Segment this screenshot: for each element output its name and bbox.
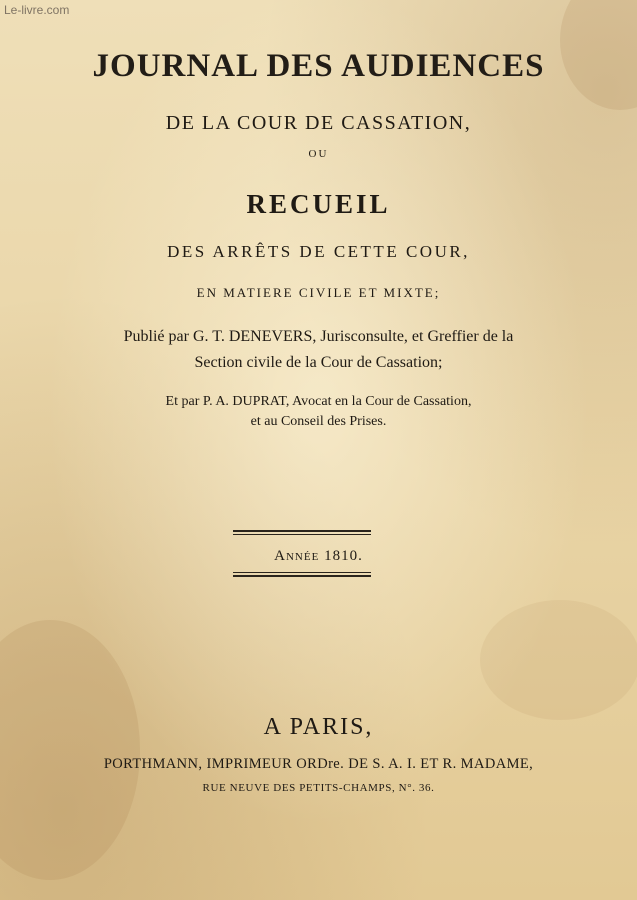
top-rule-thin [233,534,371,535]
subject-line: EN MATIERE CIVILE ET MIXTE; [196,285,441,300]
book-title: JOURNAL DES AUDIENCES [92,48,545,84]
alt-subtitle: DES ARRÊTS DE CETTE COUR, [167,242,470,261]
bottom-rule-thin [233,572,371,573]
bottom-rule [233,575,371,577]
paper-stain [0,620,140,880]
watermark: Le-livre.com [4,3,70,17]
book-subtitle: DE LA COUR DE CASSATION, [165,112,472,134]
imprint-printer: PORTHMANN, IMPRIMEUR ORDre. DE S. A. I. ET R. MADAME, [103,756,534,772]
coauthor-line: Et par P. A. DUPRAT, Avocat en la Cour de Cassation, [165,394,472,409]
top-rule [233,530,371,532]
publisher-line: Publié par G. T. DENEVERS, Jurisconsulte, et Greffier de la [123,328,514,345]
imprint-address: RUE NEUVE DES PETITS-CHAMPS, N°. 36. [202,782,435,794]
conjunction: OU [308,148,329,160]
imprint-city: A PARIS, [263,714,374,740]
publisher-line-2: Section civile de la Cour de Cassation; [194,354,443,371]
coauthor-line-2: et au Conseil des Prises. [250,414,387,429]
alt-title: RECUEIL [246,189,391,219]
paper-stain [480,600,637,720]
year-label: Année 1810. [274,548,363,564]
